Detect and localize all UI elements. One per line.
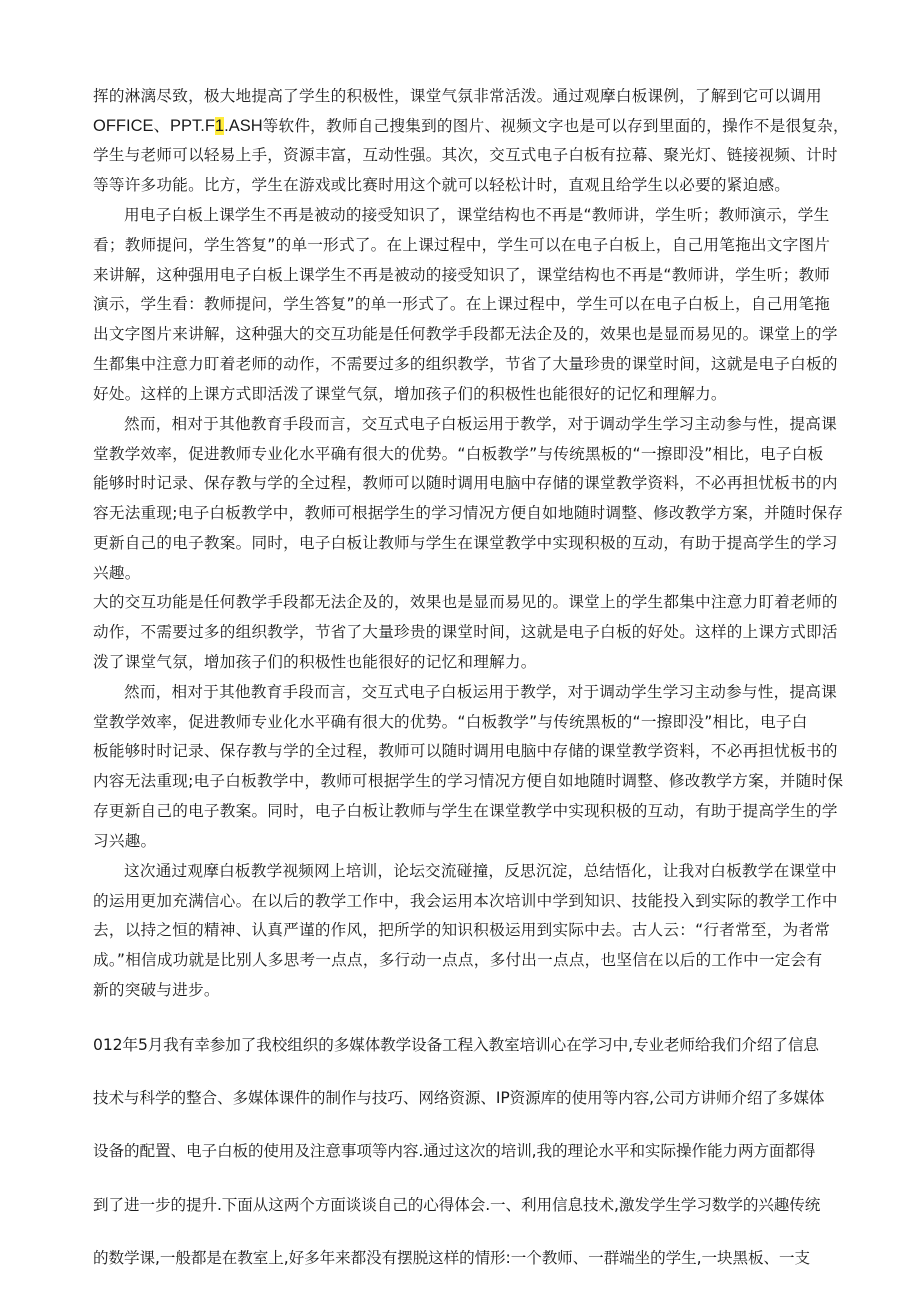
text-line: 内容无法重现;电子白板教学中，教师可根据学生的学习情况方便自如地随时调整、修改教学方案，并随时保 <box>93 772 844 790</box>
text-line: 出文字图片来讲解，这种强大的交互功能是任何教学手段都无法企及的，效果也是显而易见的。课堂上的学 <box>93 325 838 343</box>
text-line: 泼了课堂气氛，增加孩子们的积极性也能很好的记忆和理解力。 <box>93 653 537 671</box>
text-line: 演示，学生看：教师提问，学生答复”的单一形式了。在上课过程中，学生可以在电子白板上，自己用笔拖 <box>93 295 831 313</box>
text-line: 的运用更加充满信心。在以后的教学工作中，我会运用本次培训中学到知识、技能投入到实际的教学工作中 <box>93 892 838 910</box>
text-line: 技术与科学的整合、多媒体课件的制作与技巧、网络资源、IP资源库的使用等内容,公司方讲师介绍了多媒体 <box>93 1089 825 1107</box>
text-line: 能够时时记录、保存教与学的全过程，教师可以随时调用电脑中存储的课堂教学资料，不必再担忧板书的内 <box>93 474 838 492</box>
text-span: 等软件，教师自己搜集到的图片、视频文字也是可以存到里面的，操作不是很复杂， <box>262 117 849 135</box>
text-line: 挥的淋漓尽致，极大地提高了学生的积极性，课堂气氛非常活泼。通过观摩白板课例，了解到它可以调用 <box>93 87 822 105</box>
text-line: 设备的配置、电子白板的使用及注意事项等内容.通过这次的培训,我的理论水平和实际操作能力两方面都得 <box>93 1142 816 1160</box>
text-line: 看；教师提问，学生答复”的单一形式了。在上课过程中，学生可以在电子白板上，自己用笔拖出文字图片 <box>93 236 831 254</box>
text-line: 更新自己的电子教案。同时，电子白板让教师与学生在课堂教学中实现积极的互动，有助于提高学生的学习 <box>93 534 838 552</box>
text-line: 习兴趣。 <box>93 832 157 850</box>
text-line: 容无法重现;电子白板教学中，教师可根据学生的学习情况方便自如地随时调整、修改教学方案，并随时保存 <box>93 504 844 522</box>
text-line: 然而，相对于其他教育手段而言，交互式电子白板运用于教学，对于调动学生学习主动参与性，提高课 <box>124 415 837 433</box>
text-line: 012年5月我有幸参加了我校组织的多媒体教学设备工程入教室培训心在学习中,专业老师给我们介绍了信息 <box>93 1036 819 1054</box>
software-list-text: .ASH <box>224 117 263 135</box>
text-line: 等等许多功能。比方，学生在游戏或比赛时用这个就可以轻松计时，直观且给学生以必要的紧迫感。 <box>93 176 791 194</box>
text-line: 生都集中注意力盯着老师的动作，不需要过多的组织教学，节省了大量珍贵的课堂时间，这就是电子白板的 <box>93 355 838 373</box>
text-line: 动作，不需要过多的组织教学，节省了大量珍贵的课堂时间，这就是电子白板的好处。这样的上课方式即活 <box>93 623 838 641</box>
text-line: 存更新自己的电子教案。同时，电子白板让教师与学生在课堂教学中实现积极的互动，有助于提高学生的学 <box>93 802 838 820</box>
text-line: 堂教学效率，促进教师专业化水平确有很大的优势。“白板教学”与传统黑板的“一擦即没”相比，电子白板 <box>93 445 824 463</box>
text-line: 的数学课,一般都是在教室上,好多年来都没有摆脱这样的情形:一个教师、一群端坐的学生,一块黑板、一支 <box>93 1249 810 1267</box>
text-line: 学生与老师可以轻易上手，资源丰富，互动性强。其次，交互式电子白板有拉幕、聚光灯、链接视频、计时 <box>93 146 838 164</box>
highlighted-character: 1 <box>214 117 225 135</box>
text-line: 然而，相对于其他教育手段而言，交互式电子白板运用于教学，对于调动学生学习主动参与性，提高课 <box>124 683 837 701</box>
text-line: 用电子白板上课学生不再是被动的接受知识了，课堂结构也不再是“教师讲，学生听；教师演示，学生 <box>124 206 830 224</box>
software-list-text: OFFICE、PPT.F <box>93 117 215 135</box>
text-line: 去，以持之恒的精神、认真严谨的作风，把所学的知识积极运用到实际中去。古人云：“行者常至，为者常 <box>93 921 831 939</box>
text-line: 成。”相信成功就是比别人多思考一点点，多行动一点点，多付出一点点，也坚信在以后的工作中一定会有 <box>93 951 823 969</box>
text-line: 到了进一步的提升.下面从这两个方面谈谈自己的心得体会.一、利用信息技术,激发学生学习数学的兴趣传统 <box>93 1196 821 1214</box>
text-line: 堂教学效率，促进教师专业化水平确有很大的优势。“白板教学”与传统黑板的“一擦即没”相比，电子白 <box>93 713 808 731</box>
text-line: 新的突破与进步。 <box>93 981 220 999</box>
text-line: 板能够时时记录、保存教与学的全过程，教师可以随时调用电脑中存储的课堂教学资料，不必再担忧板书的 <box>93 742 838 760</box>
text-line: 好处。这样的上课方式即活泼了课堂气氛，增加孩子们的积极性也能很好的记忆和理解力。 <box>93 385 727 403</box>
text-line: 大的交互功能是任何教学手段都无法企及的，效果也是显而易见的。课堂上的学生都集中注意力盯着老师的 <box>93 593 838 611</box>
text-line: 这次通过观摩白板教学视频网上培训，论坛交流碰撞，反思沉淀，总结悟化，让我对白板教学在课堂中 <box>124 862 837 880</box>
text-line: 兴趣。 <box>93 564 141 582</box>
text-line: 来讲解，这种强用电子白板上课学生不再是被动的接受知识了，课堂结构也不再是“教师讲，学生听；教师 <box>93 266 831 284</box>
text-line <box>93 116 849 136</box>
